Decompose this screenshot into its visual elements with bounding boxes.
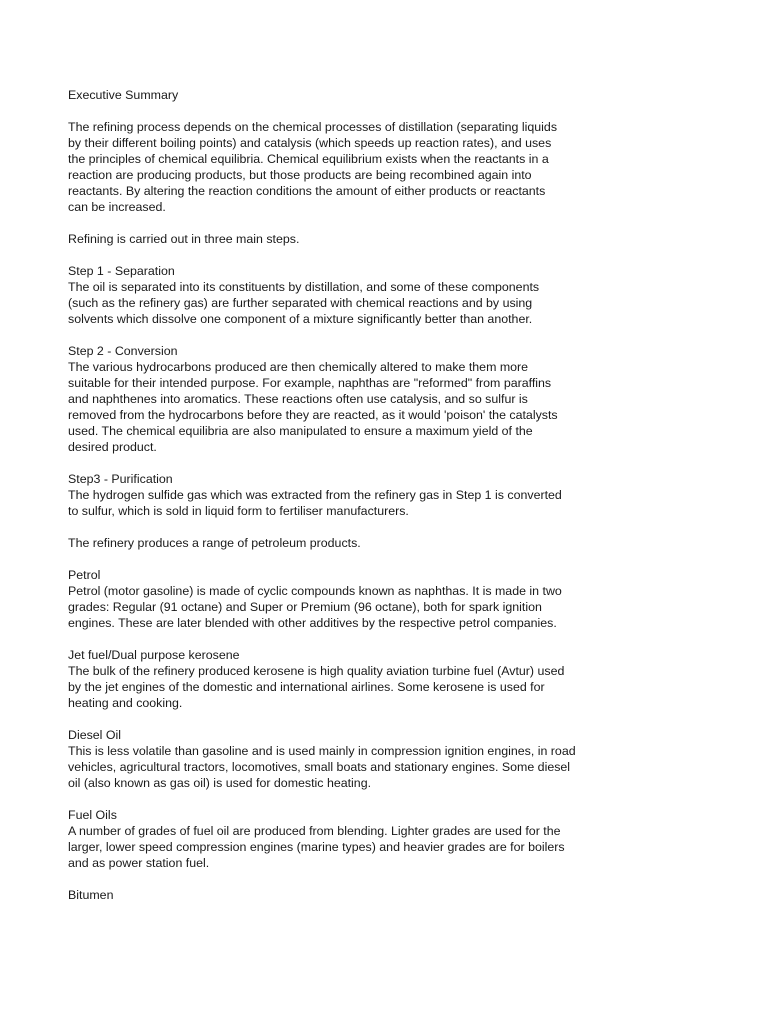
fueloils-line: and as power station fuel. <box>68 856 210 870</box>
petrol-line: engines. These are later blended with other additives by the respective petrol companies. <box>68 616 557 630</box>
step1-line: (such as the refinery gas) are further separated with chemical reactions and by using <box>68 296 533 310</box>
fueloils-line: A number of grades of fuel oil are produced from blending. Lighter grades are used for the <box>68 824 561 838</box>
step2-line: used. The chemical equilibria are also manipulated to ensure a maximum yield of the <box>68 424 533 438</box>
diesel-heading: Diesel Oil <box>68 728 122 742</box>
step1-line: solvents which dissolve one component of a mixture significantly better than another. <box>68 312 533 326</box>
bitumen-heading: Bitumen <box>68 888 114 902</box>
intro-line: the principles of chemical equilibria. Chemical equilibrium exists when the reactants in a <box>68 152 549 166</box>
step2-section <box>68 343 728 455</box>
step2-line: desired product. <box>68 440 157 454</box>
step2-heading: Step 2 - Conversion <box>68 344 178 358</box>
step3-line: The hydrogen sulfide gas which was extracted from the refinery gas in Step 1 is converted <box>68 488 562 502</box>
document-title <box>68 87 728 103</box>
title-text: Executive Summary <box>68 88 179 102</box>
jetfuel-heading: Jet fuel/Dual purpose kerosene <box>68 648 240 662</box>
diesel-line: vehicles, agricultural tractors, locomotives, small boats and stationary engines. Some diesel <box>68 760 571 774</box>
diesel-section <box>68 727 728 791</box>
jetfuel-section <box>68 647 728 711</box>
intro-line: by their different boiling points) and catalysis (which speeds up reaction rates), and uses <box>68 136 552 150</box>
step3-heading: Step3 - Purification <box>68 472 173 486</box>
petrol-section <box>68 567 728 631</box>
step2-line: and naphthenes into aromatics. These reactions often use catalysis, and so sulfur is <box>68 392 528 406</box>
products-intro-text: The refinery produces a range of petroleum products. <box>68 536 361 550</box>
intro-line: can be increased. <box>68 200 166 214</box>
diesel-line: This is less volatile than gasoline and is used mainly in compression ignition engines, in road <box>68 744 576 758</box>
intro-paragraph <box>68 119 728 215</box>
petrol-line: grades: Regular (91 octane) and Super or Premium (96 octane), both for spark ignition <box>68 600 542 614</box>
step2-line: removed from the hydrocarbons before they are reacted, as it would 'poison' the catalysts <box>68 408 558 422</box>
step1-heading: Step 1 - Separation <box>68 264 175 278</box>
step3-line: to sulfur, which is sold in liquid form to fertiliser manufacturers. <box>68 504 409 518</box>
intro-line: reactants. By altering the reaction conditions the amount of either products or reactants <box>68 184 546 198</box>
intro-line: reaction are producing products, but those products are being recombined again into <box>68 168 532 182</box>
step2-line: The various hydrocarbons produced are then chemically altered to make them more <box>68 360 529 374</box>
jetfuel-line: by the jet engines of the domestic and international airlines. Some kerosene is used for <box>68 680 545 694</box>
products-intro-paragraph <box>68 535 728 551</box>
steps-intro-text: Refining is carried out in three main steps. <box>68 232 300 246</box>
step1-line: The oil is separated into its constituents by distillation, and some of these components <box>68 280 540 294</box>
intro-line: The refining process depends on the chemical processes of distillation (separating liquids <box>68 120 558 134</box>
jetfuel-line: heating and cooking. <box>68 696 183 710</box>
step1-section <box>68 263 728 327</box>
petrol-heading: Petrol <box>68 568 101 582</box>
fueloils-line: larger, lower speed compression engines (marine types) and heavier grades are for boilers <box>68 840 565 854</box>
document-page <box>68 87 728 919</box>
step2-line: suitable for their intended purpose. For example, naphthas are "reformed" from paraffins <box>68 376 552 390</box>
petrol-line: Petrol (motor gasoline) is made of cyclic compounds known as naphthas. It is made in two <box>68 584 562 598</box>
steps-intro-paragraph <box>68 231 728 247</box>
step3-section <box>68 471 728 519</box>
bitumen-section <box>68 887 728 903</box>
fueloils-section <box>68 807 728 871</box>
jetfuel-line: The bulk of the refinery produced kerosene is high quality aviation turbine fuel (Avtur) used <box>68 664 565 678</box>
diesel-line: oil (also known as gas oil) is used for domestic heating. <box>68 776 372 790</box>
fueloils-heading: Fuel Oils <box>68 808 117 822</box>
